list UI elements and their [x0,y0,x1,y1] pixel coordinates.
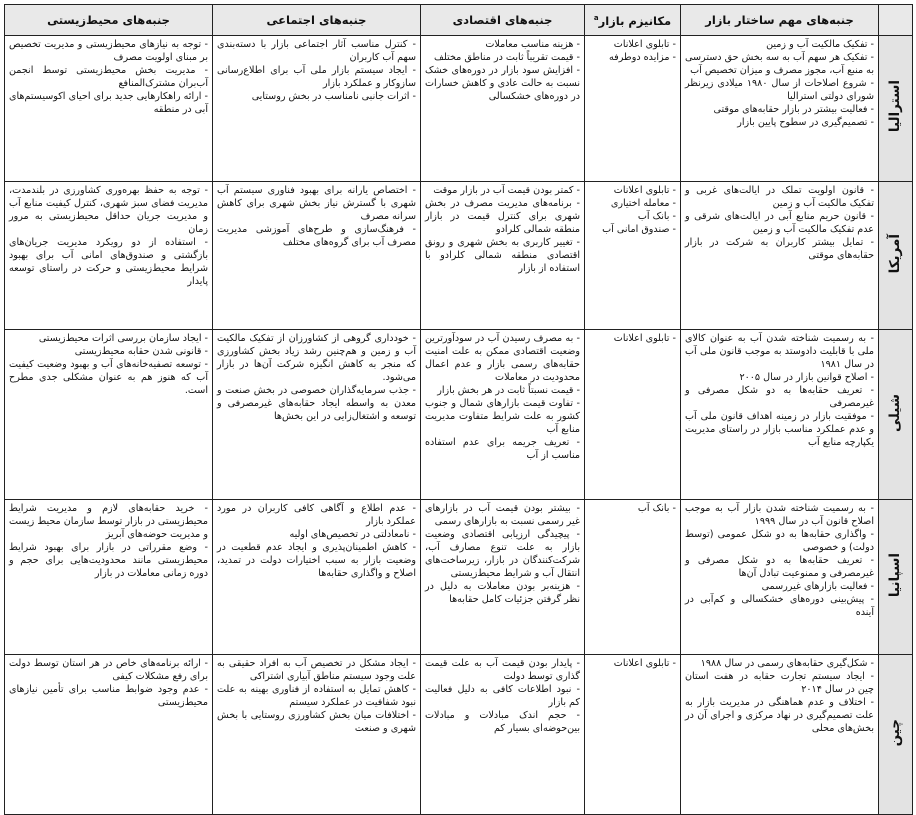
social-cell [213,330,421,500]
mechanism-list [589,332,676,345]
list-item: - توسعه تصفیه‌خانه‌های آب و بهبود وضعیت کیفیت آب که هنوز هم به عنوان مشکلی جدی مطرح است. [9,358,208,397]
list-item: - فعالیت بیشتر در بازار حقابه‌های موقتی [685,103,874,116]
list-item: - تابلوی اعلانات [589,332,676,345]
features-cell [681,500,879,655]
country-cell [879,655,913,815]
social-list [217,184,416,249]
table-row [5,655,913,815]
header-social: جنبه‌های اجتماعی [213,5,421,36]
list-item: - تفاوت قیمت بازارهای شمال و جنوب کشور به علت شرایط متفاوت مدیریت منابع آب [425,397,580,436]
header-mechanism-footnote: a [593,14,599,23]
list-item: - هزینه‌بر بودن معاملات به دلیل در نظر گرفتن جزئیات کامل حقابه‌ها [425,580,580,606]
list-item: - پیچیدگی ارزیابی اقتصادی وضعیت بازار به علت تنوع مصارف آب، شرکت‌کنندگان در بازار، زیرساخت‌های انتقال آب و شرایط محیط‌زیستی [425,528,580,580]
country-cell [879,330,913,500]
environmental-list [9,332,208,397]
list-item: - تابلوی اعلانات [589,38,676,51]
features-cell [681,182,879,330]
features-cell [681,655,879,815]
environmental-list [9,184,208,288]
list-item: - افزایش سود بازار در دوره‌های خشک نسبت به حالت عادی و کاهش خسارات در دوره‌های خشکسالی [425,64,580,103]
list-item: - جذب سرمایه‌گذاران خصوصی در بخش صنعت و معدن به واسطه ایجاد حقابه‌های غیرمصرفی و توسعه و اشتغال‌زایی در این بخش‌ها [217,384,416,423]
header-environmental: جنبه‌های محیط‌زیستی [5,5,213,36]
list-item: - عدم اطلاع و آگاهی کافی کاربران در مورد عملکرد بازار [217,502,416,528]
country-cell [879,182,913,330]
list-item: - کاهش تمایل به استفاده از فناوری بهینه به علت نبود شفافیت در عملکرد سیستم [217,683,416,709]
list-item: - پایدار بودن قیمت آب به علت قیمت گذاری توسط دولت [425,657,580,683]
list-item: - تابلوی اعلانات [589,657,676,670]
features-list [685,184,874,262]
list-item: - واگذاری حقابه‌ها به دو شکل عمومی (توسط دولت) و خصوصی [685,528,874,554]
environmental-list [9,657,208,709]
economic-list [425,332,580,462]
features-list [685,502,874,619]
environmental-cell [5,500,213,655]
list-item: - خودداری گروهی از کشاورزان از تفکیک مالکیت آب و زمین و هم‌چنین رشد زیاد بخش کشاورزی که منجر به کاهش انگیزه شرکت آن‌ها در بازار می‌شود. [217,332,416,384]
social-list [217,502,416,580]
country-name: استرالیا [887,80,903,133]
social-list [217,332,416,423]
environmental-cell [5,655,213,815]
mechanism-cell [585,36,681,182]
social-cell [213,500,421,655]
economic-list [425,502,580,606]
mechanism-list [589,184,676,236]
mechanism-cell [585,330,681,500]
list-item: - تعریف جریمه برای عدم استفاده مناسب از آب [425,436,580,462]
header-mechanism-label: مکانیزم بازار [598,13,672,28]
header-mechanism [585,5,681,36]
mechanism-cell [585,500,681,655]
economic-cell [421,500,585,655]
header-row [5,5,913,36]
list-item: - بانک آب [589,502,676,515]
list-item: - حجم اندک مبادلات و مبادلات بین‌حوضه‌ای بسیار کم [425,709,580,735]
environmental-cell [5,182,213,330]
country-name: چین [887,718,903,747]
social-cell [213,655,421,815]
list-item: - مدیریت بخش محیط‌زیستی توسط انجمن آب‌بران مشترک‌المنافع [9,64,208,90]
list-item: - تابلوی اعلانات [589,184,676,197]
list-item: - شروع اصلاحات از سال ۱۹۸۰ میلادی زیرنظر شورای دولتی استرالیا [685,77,874,103]
list-item: - موفقیت بازار در زمینه اهداف قانون ملی آب و عدم عملکرد مناسب بازار در راستای مدیریت یکپارچه منابع آب [685,410,874,449]
list-item: - قانونی شدن حقابه محیط‌زیستی [9,345,208,358]
environmental-cell [5,36,213,182]
list-item: - برنامه‌های مدیریت مصرف در بخش شهری برای کنترل قیمت در بازار منطقه شمالی کلرادو [425,197,580,236]
list-item: - اختلافات میان بخش کشاورزی روستایی با بخش شهری و صنعت [217,709,416,735]
mechanism-list [589,502,676,515]
features-cell [681,330,879,500]
list-item: - معامله اختیاری [589,197,676,210]
economic-list [425,657,580,735]
social-cell [213,36,421,182]
list-item: - قانون اولویت تملک در ایالت‌های غربی و تفکیک مالکیت آب و زمین [685,184,874,210]
list-item: - تعریف حقابه‌ها به دو شکل مصرفی و غیرمصرفی [685,384,874,410]
list-item: - تصمیم‌گیری در سطوح پایین بازار [685,116,874,129]
mechanism-list [589,657,676,670]
list-item: - ایجاد سازمان بررسی اثرات محیط‌زیستی [9,332,208,345]
environmental-cell [5,330,213,500]
country-cell [879,500,913,655]
list-item: - نامعادلتی در تخصیص‌های اولیه [217,528,416,541]
features-list [685,332,874,449]
list-item: - صندوق امانی آب [589,223,676,236]
list-item: - ارائه راهکارهایی جدید برای احیای اکوسیستم‌های آبی در منطقه [9,90,208,116]
header-economic: جنبه‌های اقتصادی [421,5,585,36]
economic-list [425,38,580,103]
list-item: - وضع مقرراتی در بازار برای بهبود شرایط محیط‌زیستی مانند محدودیت‌هایی برای حجم و دوره زمانی معاملات در بازار [9,541,208,580]
economic-cell [421,36,585,182]
mechanism-cell [585,182,681,330]
list-item: - ایجاد مشکل در تخصیص آب به افراد حقیقی به علت وجود سیستم مناطق آبیاری اشتراکی [217,657,416,683]
list-item: - اثرات جانبی نامناسب در بخش روستایی [217,90,416,103]
social-cell [213,182,421,330]
list-item: - خرید حقابه‌های لازم و مدیریت شرایط محیط‌زیستی در بازار توسط سازمان محیط زیست و مدیریت حوضه‌های آبریز [9,502,208,541]
list-item: - به رسمیت شناخته شدن آب به عنوان کالای ملی با قابلیت دادوستد به موجب قانون ملی آب در سال ۱۹۸۱ [685,332,874,371]
table-row [5,36,913,182]
list-item: - عدم وجود ضوابط مناسب برای تأمین نیازهای محیط‌زیستی [9,683,208,709]
environmental-list [9,502,208,580]
list-item: - شکل‌گیری حقابه‌های رسمی در سال ۱۹۸۸ [685,657,874,670]
list-item: - ارائه برنامه‌های خاص در هر استان توسط دولت برای رفع مشکلات کیفی [9,657,208,683]
country-name: شیلی [887,393,903,432]
list-item: - ایجاد سیستم تجارت حقابه در هفت استان چین در سال ۲۰۱۴ [685,670,874,696]
list-item: - تمایل بیشتر کاربران به شرکت در بازار حقابه‌های موقتی [685,236,874,262]
table-row [5,500,913,655]
list-item: - فرهنگ‌سازی و طرح‌های آموزشی مدیریت مصرف آب برای گروه‌های مختلف [217,223,416,249]
list-item: - اختلاف و عدم هماهنگی در مدیریت بازار به علت تصمیم‌گیری در نهاد مرکزی و اجرای آن در بخش‌های محلی [685,696,874,735]
mechanism-cell [585,655,681,815]
list-item: - فعالیت بازارهای غیررسمی [685,580,874,593]
economic-cell [421,182,585,330]
list-item: - توجه به حفظ بهره‌وری کشاورزی در بلندمدت، مدیریت فضای سبز شهری، کنترل کیفیت منابع آب و مدیریت جریان حداقل محیط‌زیستی به مرور زمان [9,184,208,236]
list-item: - تعریف حقابه‌ها به دو شکل مصرفی و غیرمصرفی و ممنوعیت تبادل آن‌ها [685,554,874,580]
market-comparison-table [4,4,913,815]
list-item: - استفاده از دو رویکرد مدیریت جریان‌های بازگشتی و صندوق‌های امانی آب برای بهبود شرایط محیط‌زیستی و حرکت در راستای توسعه پایدار [9,236,208,288]
country-header [879,5,913,36]
features-list [685,657,874,735]
list-item: - بیشتر بودن قیمت آب در بازارهای غیر رسمی نسبت به بازارهای رسمی [425,502,580,528]
list-item: - به رسمیت شناخته شدن بازار آب به موجب اصلاح قانون آب در سال ۱۹۹۹ [685,502,874,528]
economic-cell [421,330,585,500]
social-list [217,657,416,735]
list-item: - اصلاح قوانین بازار در سال ۲۰۰۵ [685,371,874,384]
mechanism-list [589,38,676,64]
country-name: اسپانیا [887,552,903,598]
list-item: - نبود اطلاعات کافی به دلیل فعالیت کم بازار [425,683,580,709]
country-name: آمریکا [887,233,903,274]
country-cell [879,36,913,182]
list-item: - پیش‌بینی دوره‌های خشکسالی و کم‌آبی در آینده [685,593,874,619]
features-cell [681,36,879,182]
features-list [685,38,874,129]
table-row [5,182,913,330]
list-item: - تغییر کاربری به بخش شهری و رونق اقتصادی منطقه شمالی کلرادو با استفاده از بازار [425,236,580,275]
list-item: - کاهش اطمینان‌پذیری و ایجاد عدم قطعیت در وضعیت بازار به سبب اختیارات دولت در تمدید، اصلاح و واگذاری حقابه‌ها [217,541,416,580]
table-row [5,330,913,500]
list-item: - توجه به نیازهای محیط‌زیستی و مدیریت تخصیص بر مبنای اولویت مصرف [9,38,208,64]
list-item: - به مصرف رسیدن آب در سودآورترین وضعیت اقتصادی ممکن به علت امنیت حقابه‌های رسمی بازار و عدم اعمال محدودیت در معاملات [425,332,580,384]
list-item: - بانک آب [589,210,676,223]
list-item: - کمتر بودن قیمت آب در بازار موقت [425,184,580,197]
list-item: - مزایده دوطرفه [589,51,676,64]
social-list [217,38,416,103]
list-item: - قانون حریم منابع آبی در ایالت‌های شرقی و عدم تفکیک مالکیت آب و زمین [685,210,874,236]
list-item: - قیمت نسبتاً ثابت در هر بخش بازار [425,384,580,397]
list-item: - اختصاص یارانه برای بهبود فناوری سیستم آب شهری با گسترش نیاز بخش شهری برای کاهش سرانه مصرف [217,184,416,223]
list-item: - تفکیک مالکیت آب و زمین [685,38,874,51]
list-item: - تفکیک هر سهم آب به سه بخش حق دسترسی به منبع آب، مجوز مصرف و میزان تخصیص آب [685,51,874,77]
environmental-list [9,38,208,116]
economic-list [425,184,580,275]
list-item: - هزینه مناسب معاملات [425,38,580,51]
list-item: - قیمت تقریباً ثابت در مناطق مختلف [425,51,580,64]
economic-cell [421,655,585,815]
header-features: جنبه‌های مهم ساختار بازار [681,5,879,36]
list-item: - کنترل مناسب آثار اجتماعی بازار با دسته‌بندی سهم آب کاربران [217,38,416,64]
list-item: - ایجاد سیستم بازار ملی آب برای اطلاع‌رسانی سازوکار و عملکرد بازار [217,64,416,90]
